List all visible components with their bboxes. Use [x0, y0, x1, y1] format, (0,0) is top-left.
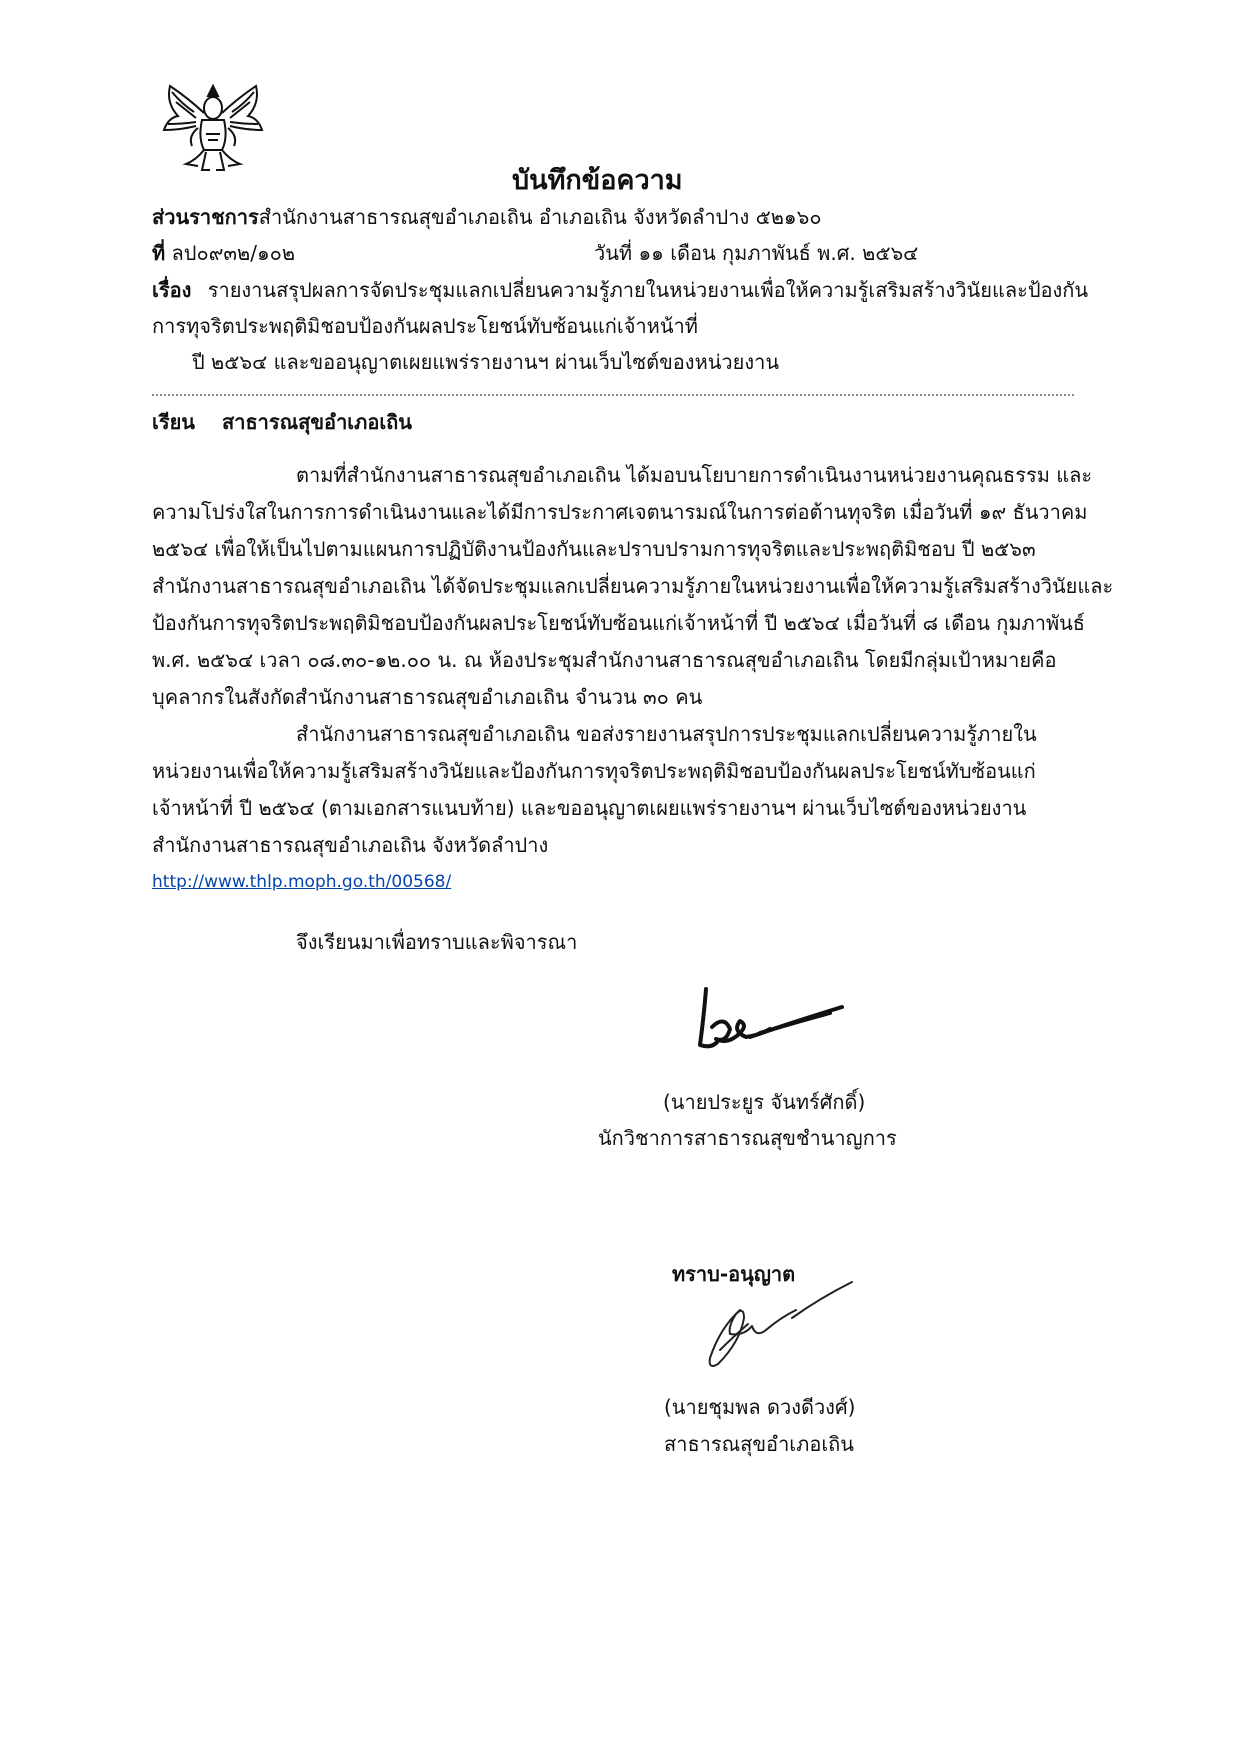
subject-text-3: ปี ๒๕๖๔ และขออนุญาตเผยแพร่รายงานฯ ผ่านเว็บไซต์ของหน่วยงาน — [192, 350, 780, 374]
para2-line-1: สำนักงานสาธารณสุขอำเภอเถิน ขอส่งรายงานสรุปการประชุมแลกเปลี่ยนความรู้ภายใน — [296, 722, 1037, 746]
salutation-label: เรียน — [152, 410, 195, 434]
reference-line — [152, 241, 295, 265]
signer2-position: สาธารณสุขอำเภอเถิน — [664, 1432, 854, 1456]
subject-text-1: รายงานสรุปผลการจัดประชุมแลกเปลี่ยนความรู้ภายในหน่วยงานเพื่อให้ความรู้เสริมสร้างวินัยและป้องกัน — [207, 278, 1089, 302]
signer1-name: (นายประยูร จันทร์ศักดิ์) — [663, 1090, 866, 1114]
subject-line-1 — [152, 278, 1088, 302]
signer1-position: นักวิชาการสาธารณสุขชำนาญการ — [598, 1126, 897, 1150]
approval-label: ทราบ-อนุญาต — [672, 1262, 796, 1286]
para1-line-6: พ.ศ. ๒๕๖๔ เวลา ๐๘.๓๐-๑๒.๐๐ น. ณ ห้องประชุมสำนักงานสาธารณสุขอำเภอเถิน โดยมีกลุ่มเป้าหมายคือ — [152, 648, 1057, 672]
agency-label: ส่วนราชการ — [152, 205, 259, 229]
para1-line-3: ๒๕๖๔ เพื่อให้เป็นไปตามแผนการปฏิบัติงานป้องกันและปราบปรามการทุจริตและประพฤติมิชอบ ปี ๒๕๖๓ — [152, 537, 1036, 561]
para1-line-1: ตามที่สำนักงานสาธารณสุขอำเภอเถิน ได้มอบนโยบายการดำเนินงานหน่วยงานคุณธรรม และ — [296, 463, 1093, 487]
para2-line-3: เจ้าหน้าที่ ปี ๒๕๖๔ (ตามเอกสารแนบท้าย) และขออนุญาตเผยแพร่รายงานฯ ผ่านเว็บไซต์ของหน่วยงาน — [152, 796, 1027, 820]
closing-text: จึงเรียนมาเพื่อทราบและพิจารณา — [296, 930, 578, 954]
para2-line-4: สำนักงานสาธารณสุขอำเภอเถิน จังหวัดลำปาง — [152, 833, 549, 857]
website-link[interactable]: http://www.thlp.moph.go.th/00568/ — [152, 872, 452, 892]
signature-2 — [700, 1278, 860, 1378]
para1-line-5: ป้องกันการทุจริตประพฤติมิชอบป้องกันผลประโยชน์ทับซ้อนแก่เจ้าหน้าที่ ปี ๒๕๖๔ เมื่อวันที่ ๘ เดือน กุมภาพันธ์ — [152, 611, 1086, 635]
reference-value: ลป๐๙๓๒/๑๐๒ — [171, 241, 296, 265]
para1-line-2: ความโปร่งใสในการการดำเนินงานและได้มีการประกาศเจตนารมณ์ในการต่อต้านทุจริต เมื่อวันที่ ๑๙ ธันวาคม — [152, 500, 1088, 524]
para1-line-4: สำนักงานสาธารณสุขอำเภอเถิน ได้จัดประชุมแลกเปลี่ยนความรู้ภายในหน่วยงานเพื่อให้ความรู้เสริมสร้างวินัยและ — [152, 574, 1114, 598]
para1-line-7: บุคลากรในสังกัดสำนักงานสาธารณสุขอำเภอเถิน จำนวน ๓๐ คน — [152, 685, 703, 709]
subject-label: เรื่อง — [152, 278, 192, 302]
signature-1 — [690, 985, 850, 1065]
subject-text-2: การทุจริตประพฤติมิชอบป้องกันผลประโยชน์ทับซ้อนแก่เจ้าหน้าที่ — [152, 314, 698, 338]
salutation-value: สาธารณสุขอำเภอเถิน — [222, 410, 412, 434]
document-title: บันทึกข้อความ — [512, 165, 683, 196]
agency-value: สำนักงานสาธารณสุขอำเภอเถิน อำเภอเถิน จังหวัดลำปาง ๕๒๑๖๐ — [258, 205, 822, 229]
signer2-name: (นายชุมพล ดวงดีวงศ์) — [664, 1395, 856, 1419]
reference-label: ที่ — [152, 241, 166, 265]
para2-line-2: หน่วยงานเพื่อให้ความรู้เสริมสร้างวินัยและป้องกันการทุจริตประพฤติมิชอบป้องกันผลประโยชน์ทับซ้อนแก่ — [152, 759, 1036, 783]
garuda-emblem — [158, 78, 268, 178]
date-text: วันที่ ๑๑ เดือน กุมภาพันธ์ พ.ศ. ๒๕๖๔ — [594, 241, 919, 265]
header-divider — [152, 394, 1074, 396]
agency-line — [152, 205, 822, 229]
